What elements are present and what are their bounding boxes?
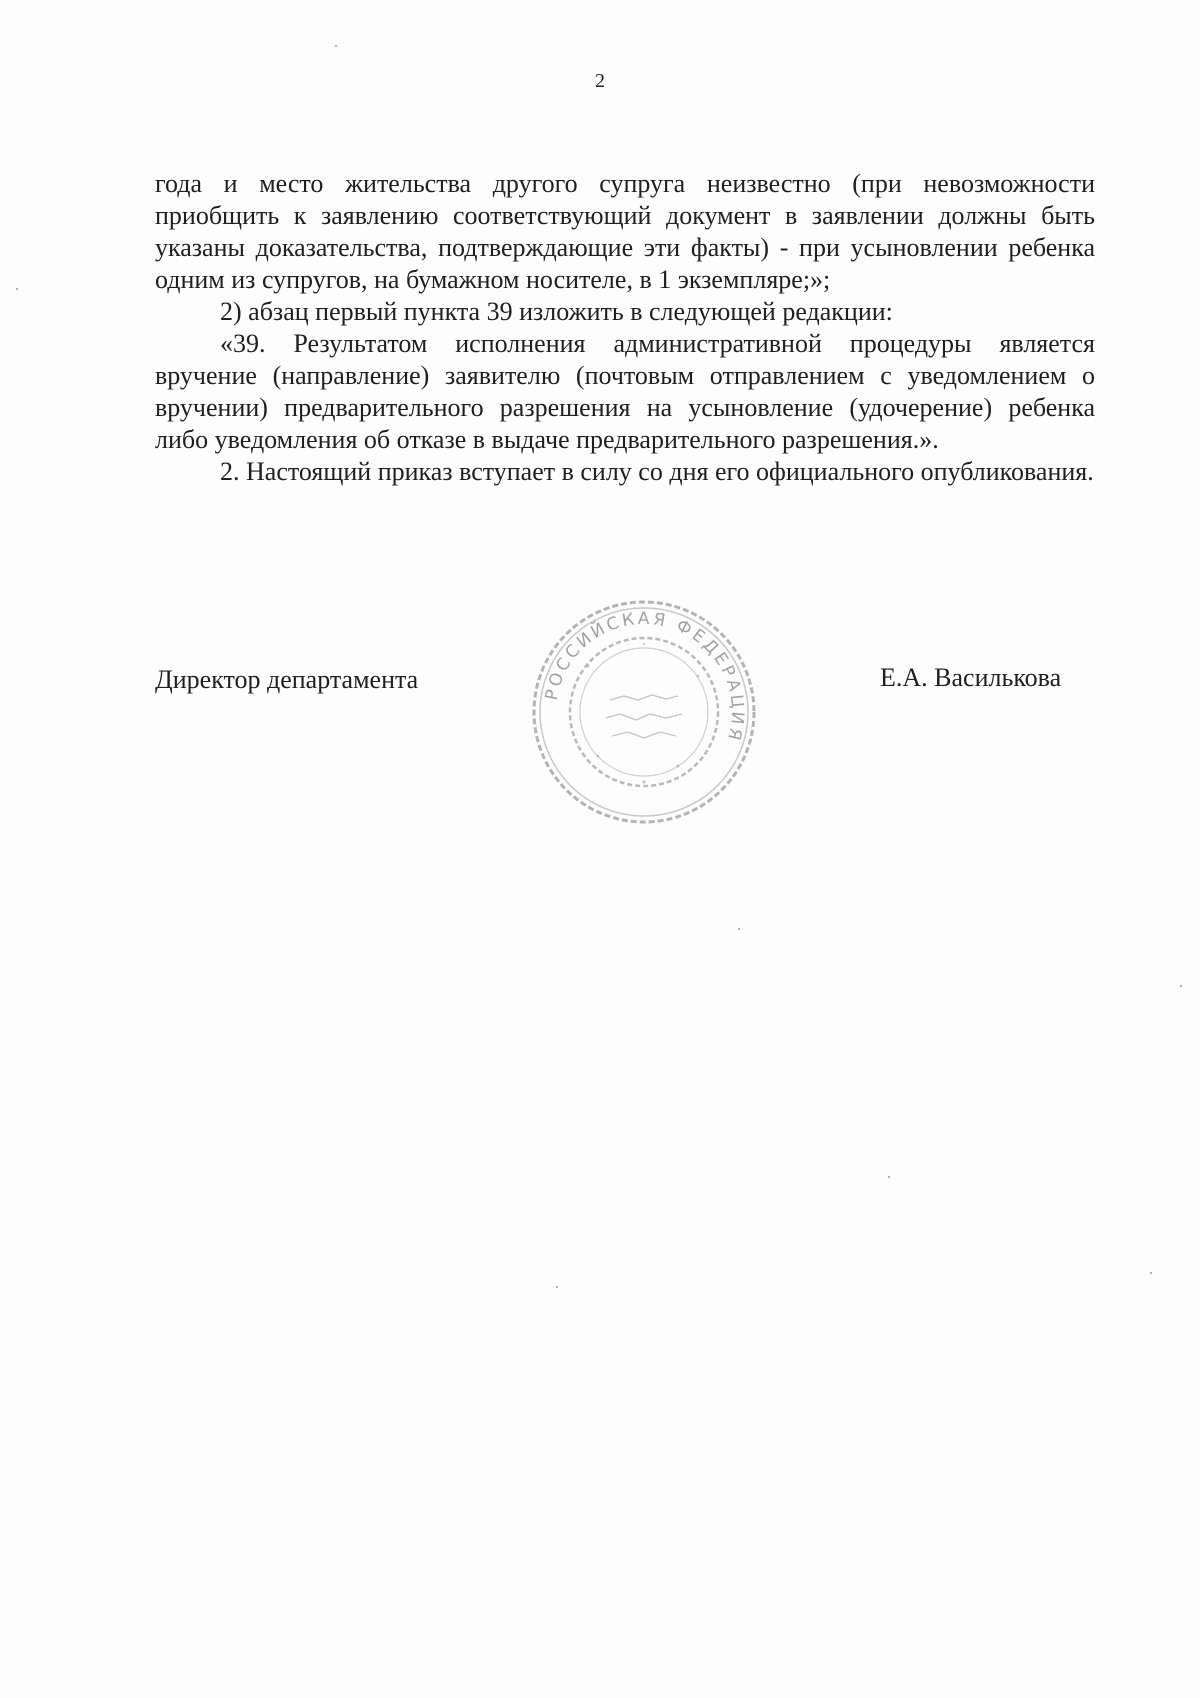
scan-speck [1150, 1272, 1152, 1274]
signatory-name: Е.А. Василькова [880, 663, 1062, 692]
paragraph-amendment-2: 2) абзац первый пункта 39 изложить в следующей редакции: [220, 297, 893, 326]
scan-speck [1180, 985, 1182, 987]
paragraph-entry-into-force: 2. Настоящий приказ вступает в силу со дня его официального опубликования. [220, 457, 1094, 486]
paragraph-continuation: года и место жительства другого супруга неизвестно (при невозможности приобщить к заявлению соответствующий документ в заявлении должны быть указаны доказательства, подтверждающие эти факты) - при усыновлении ребенка одним из супругов, на бумажном носителе, в 1 экземпляре;»; [155, 169, 1095, 294]
signature-title: Директор департамента [155, 665, 419, 694]
page-number: 2 [595, 70, 605, 92]
scan-speck [556, 1286, 558, 1288]
svg-text:РОССИЙСКАЯ ФЕДЕРАЦИЯ: РОССИЙСКАЯ ФЕДЕРАЦИЯ [541, 608, 748, 745]
official-stamp-seal [528, 596, 760, 828]
paragraph-clause-39: «39. Результатом исполнения административной процедуры является вручение (направление) заявителю (почтовым отправлением с уведомлением о вручении) предварительного разрешения на усыновление (удочерение) ребенка либо уведомления об отказе в выдаче предварительного разрешения.». [155, 329, 1095, 454]
scan-speck [888, 1176, 890, 1178]
document-body [155, 168, 1095, 488]
scan-speck [335, 45, 337, 47]
scan-speck [738, 928, 740, 930]
scan-speck [16, 288, 18, 290]
